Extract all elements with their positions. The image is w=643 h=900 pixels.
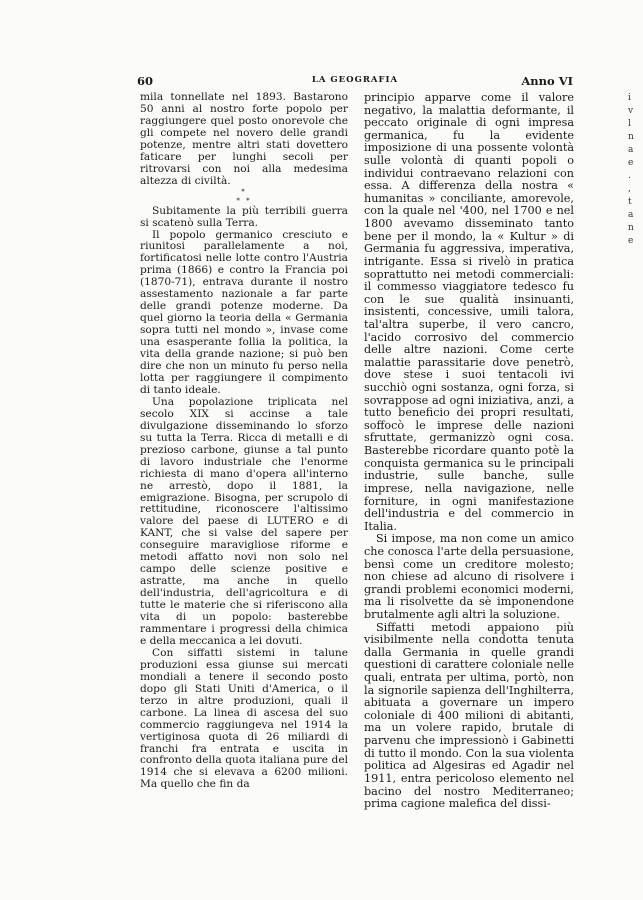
page-number: 60 (137, 74, 154, 88)
paragraph: Con siffatti sistemi in talune produzioni essa giunse sui mercati mondiali a tenere il secondo posto dopo gli Stati Uniti d'America, o il terzo in altre produzioni, quali il carbone. La linea di ascesa del suo commercio raggiungeva nel 1914 la vertiginosa quota di 26 miliardi di franchi fra entrata e uscita in confronto della quota italiana pure del 1914 che si elevava a 6200 milioni. Ma quello che fin da (140, 646, 348, 791)
paragraph: Il popolo germanico cresciuto e riunitosi parallelamente a noi, fortificatosi nelle lotte contro l'Austria prima (1866) e contro la Francia poi (1870-71), entrava durante il nostro assestamento nazionale a far parte delle grandi potenze moderne. Da quel giorno la teoria della « Germania sopra tutti nel mondo », invase come una esasperante follia la politica, la vita della grande nazione; si può ben dire che non un minuto fu perso nella lotta per raggiungere il compimento di tanto ideale. (140, 228, 348, 396)
running-title: LA GEOGRAFIA (311, 75, 399, 85)
paragraph: Siffatti metodi appaiono più visibilmente nella condotta tenuta dalla Germania in quelle grandi questioni di carattere coloniale nelle quali, entrata per ultima, portò, non la signorile sapienza dell'Inghilterra, abituata a governare un impero coloniale di 400 milioni di abitanti, ma un volere rapido, brutale di parvenu che impressionò i Gabinetti di tutto il mondo. Con la sua violenta politica ad Algesiras ed Agadir nel 1911, entra pericoloso elemento nel bacino del nostro Mediterraneo; prima cagione malefica del dissi- (364, 620, 574, 811)
paragraph: mila tonnellate nel 1893. Bastarono 50 anni al nostro forte popolo per raggiungere quel posto onorevole che gli compete nel novero delle grandi potenze, mentre altri stati dovettero faticare per lunghi secoli per ritrovarsi con noi alla medesima altezza di civiltà. (140, 91, 348, 187)
year-label: Anno VI (521, 74, 573, 88)
section-separator: * * * (236, 187, 252, 205)
right-column (364, 92, 574, 811)
adjacent-page-edge-text: i v l n a e . , t a n e (628, 93, 634, 246)
paragraph: Subitamente la più terribili guerra si scatenò sulla Terra. (140, 204, 348, 229)
paragraph: Una popolazione triplicata nel secolo XIX si accinse a tale divulgazione disseminando lo sforzo su tutta la Terra. Ricca di metalli e di prezioso carbone, giunse a tal punto di lavoro industriale che l'enorme richiesta di mano d'opera all'interno ne arrestò, dopo il 1881, la emigrazione. Bisogna, per scrupolo di rettitudine, riconoscere l'altissimo valore del paese di LUTERO e di KANT, che si valse del sapere per conseguire maravigliose riforme e metodi affatto novi non solo nel campo delle scienze positive e astratte, ma anche in quello dell'industria, dell'agricoltura e di tutte le materie che si riferiscono alla vita di un popolo: basterebbe rammentare i progressi della chimica e della meccanica a lei dovuti. (140, 395, 348, 647)
running-header (137, 74, 573, 90)
paragraph: Si impose, ma non come un amico che conosca l'arte della persuasione, bensì come un creditore molesto; non chiese ad alcuno di risolvere i grandi problemi economici moderni, ma li risolvette da sè imponendone brutalmente agli altri la soluzione. (364, 532, 574, 621)
paragraph: principio apparve come il valore negativo, la malattia deformante, il peccato originale di ogni impresa germanica, fu la evidente imposizione di una possente volontà sulle volontà di quanti popoli o individui contraevano relazioni con essa. A differenza della nostra « humanitas » conciliante, amorevole, con la quale nel '400, nel 1700 e nel 1800 avevamo disseminato tanto bene per il mondo, la « Kultur » di Germania fu aggressiva, imperativa, intrigante. Essa si rivelò in pratica soprattutto nei metodi commerciali: il commesso viaggiatore tedesco fu con le sue qualità insinuanti, insistenti, concessive, umili talora, tal'altra superbe, il vero cancro, l'acido corrosivo del commercio delle altre nazioni. Come certe malattie parassitarie dove penetrò, dove stese i suoi tentacoli ivi succhiò ogni sostanza, ogni forza, si sovrappose ad ogni iniziativa, anzi, a tutto beneficio dei propri resultati, soffocò le imprese delle nazioni sfruttate, germanizzò ogni cosa. Basterebbe ricordare quanto potè la conquista germanica su le principali industrie, sulle banche, sulle imprese, nella navigazione, nelle forniture, in ogni manifestazione dell'industria e del commercio in Italia. (364, 91, 574, 533)
left-column (140, 92, 348, 791)
